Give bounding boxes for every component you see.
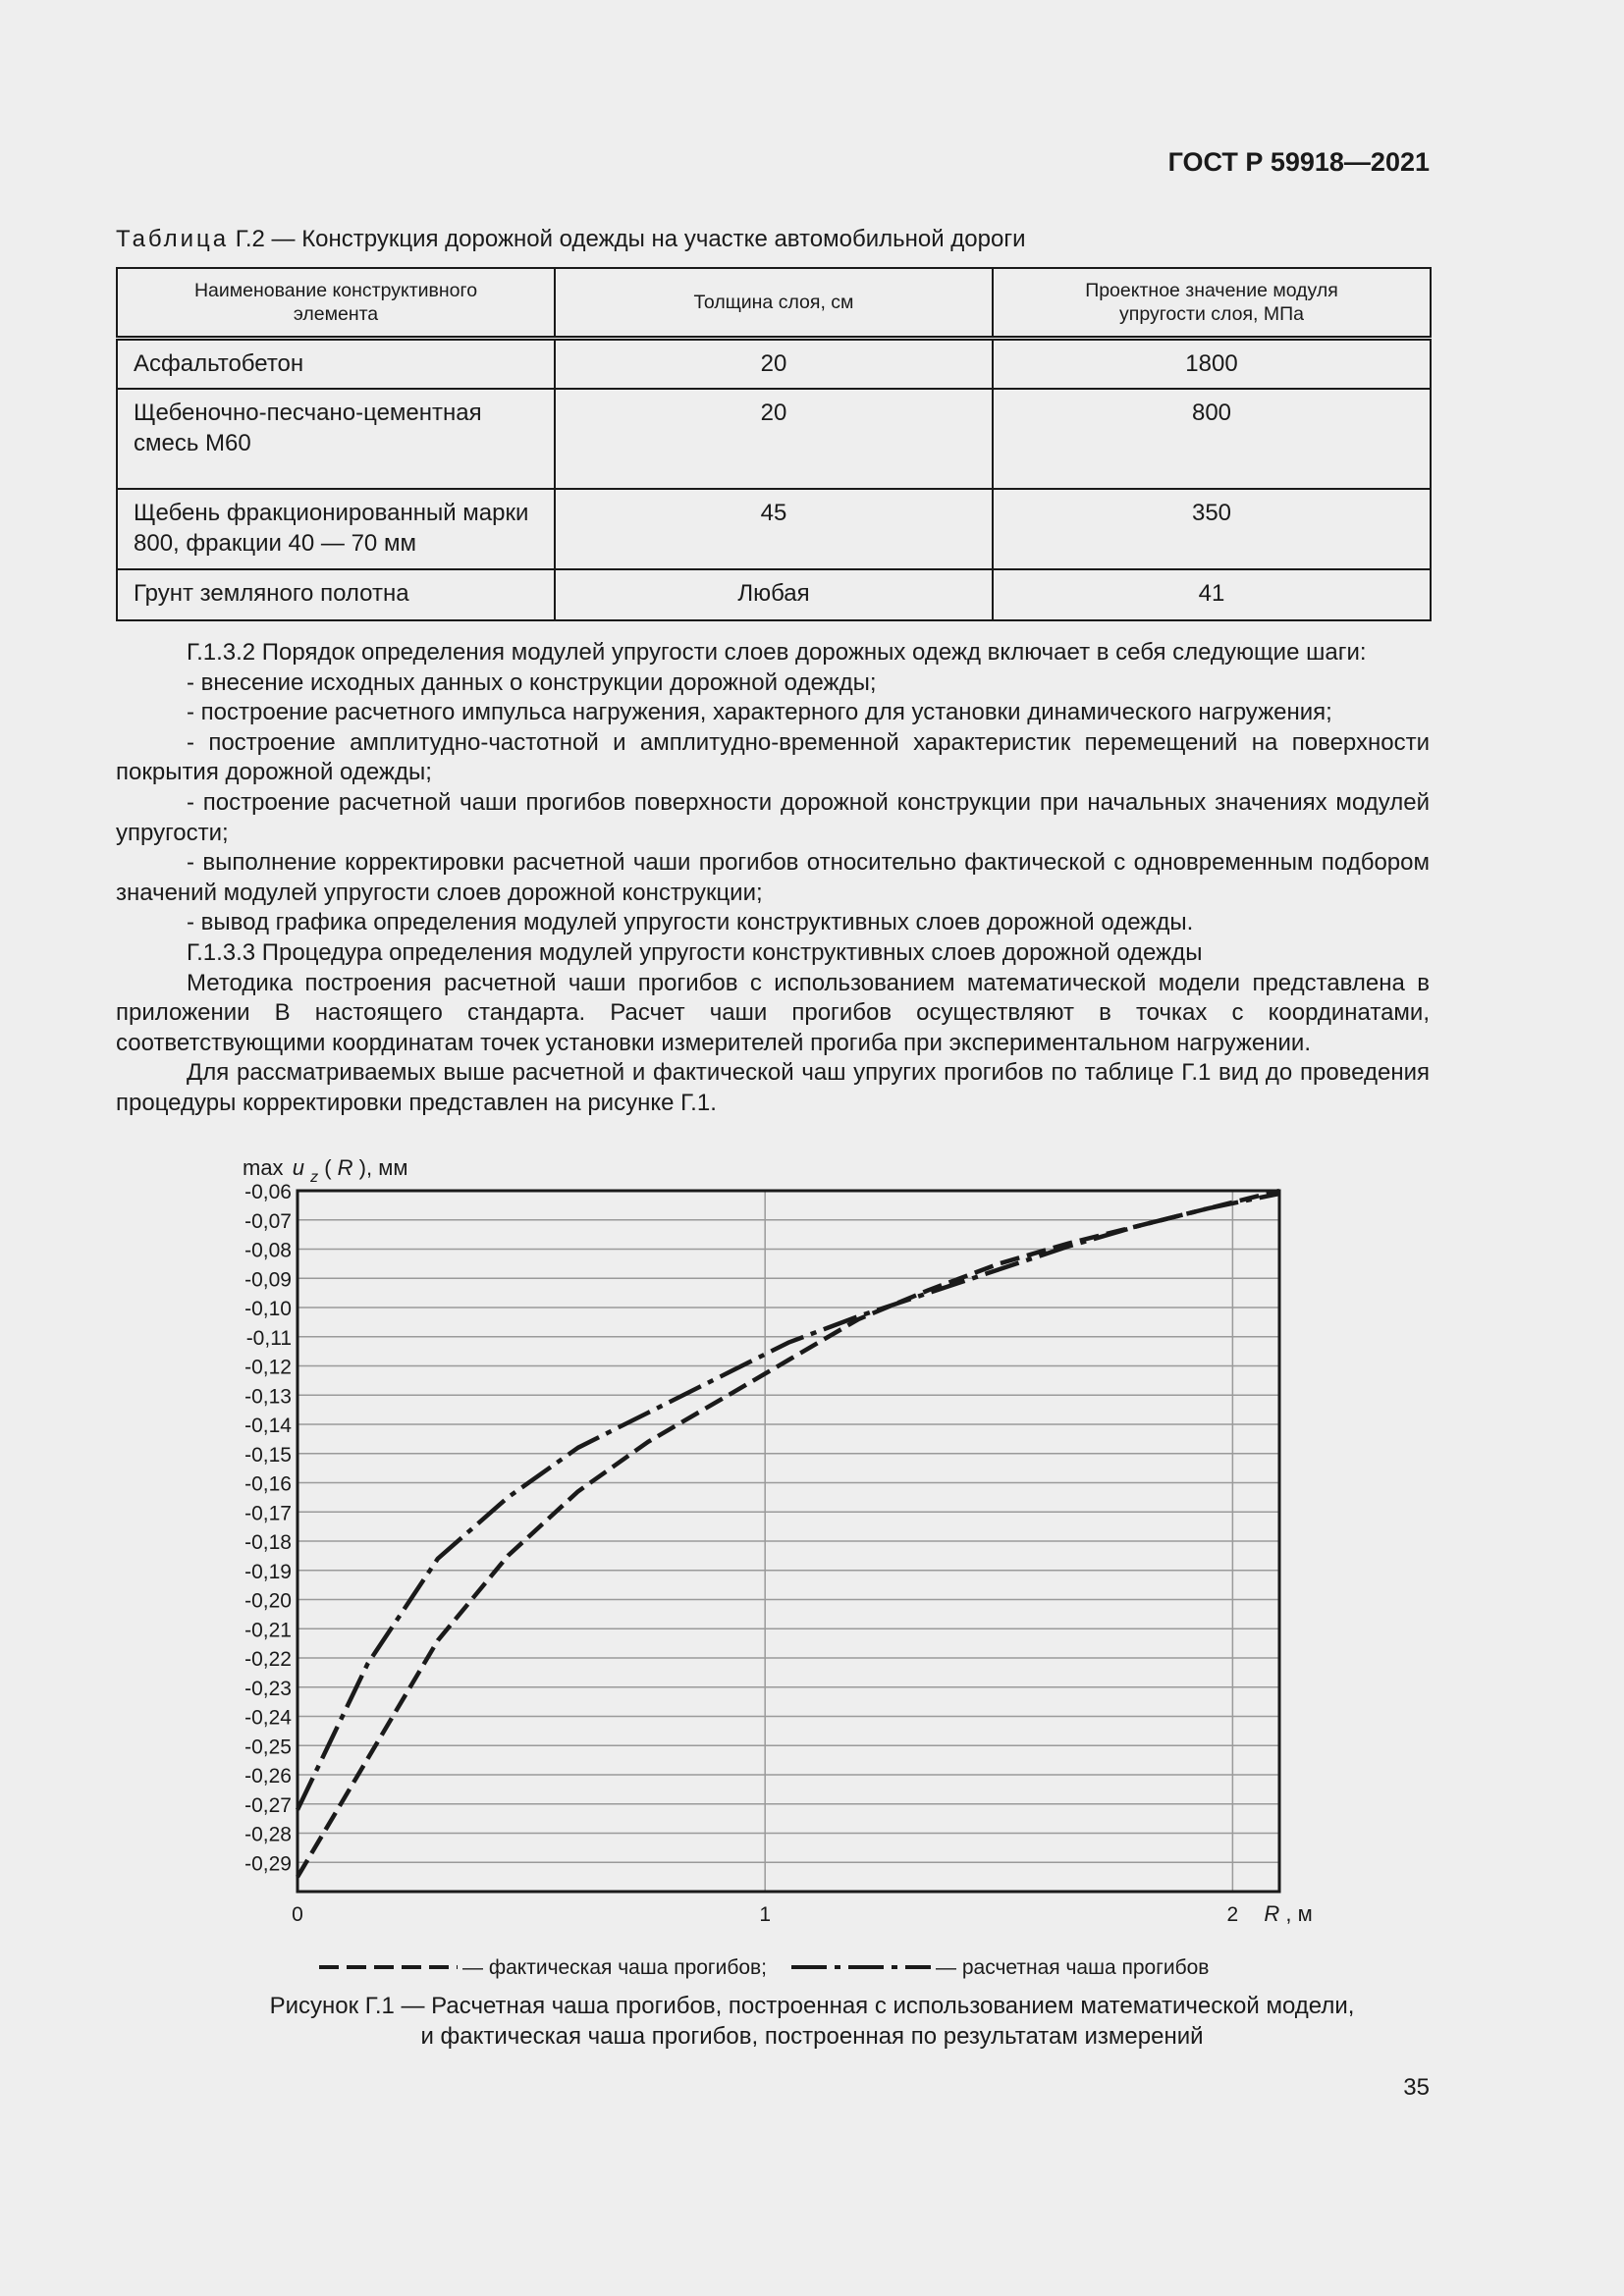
y-tick-label: -0,25 [244, 1735, 292, 1759]
deflection-bowl-chart [0, 1129, 1624, 1983]
figure-caption-line: и фактическая чаша прогибов, построенная по результатам измерений [420, 2023, 1204, 2050]
y-tick-label: -0,10 [244, 1298, 292, 1320]
table-row [117, 339, 1431, 390]
x-axis-title [1264, 1901, 1312, 1926]
y-tick-label: -0,29 [244, 1852, 292, 1876]
table-caption [116, 226, 1025, 253]
column-header-element-name-text: Наименование конструктивного элемента [193, 280, 478, 325]
table-caption-text: Г.2 — Конструкция дорожной одежды на участке автомобильной дороги [235, 226, 1026, 252]
figure-caption-line: Рисунок Г.1 — Расчетная чаша прогибов, построенная с использованием математической модели, [269, 1993, 1355, 2019]
y-tick-label: -0,16 [244, 1472, 292, 1496]
y-axis-title-max: max [243, 1155, 284, 1180]
y-tick-label: -0,22 [244, 1648, 292, 1671]
layer-thickness-cell: 20 [555, 339, 993, 390]
page-number: 35 [1403, 2074, 1430, 2101]
y-tick-label: -0,21 [244, 1619, 292, 1642]
list-item: - вывод графика определения модулей упругости конструктивных слоев дорожной одежды. [187, 909, 1194, 936]
axis-ticks [244, 1181, 1238, 1926]
list-item: - внесение исходных данных о конструкции дорожной одежды; [187, 668, 877, 696]
table-caption-prefix: Таблица [116, 226, 230, 252]
list-item: - построение амплитудно-частотной и амплитудно-временной характеристик перемещений на поверхности покрытия дорожной одежды; [116, 728, 1430, 786]
y-tick-label: -0,24 [244, 1706, 292, 1730]
figure [0, 1129, 1624, 2091]
y-axis-title-z: z [310, 1169, 319, 1186]
list-item: - построение расчетного импульса нагружения, характерного для установки динамического нагружения; [187, 699, 1332, 726]
legend-label-calculated: — расчетная чаша прогибов [936, 1956, 1210, 1979]
y-tick-label: -0,20 [244, 1589, 292, 1613]
y-tick-label: -0,06 [244, 1181, 292, 1203]
y-axis-title-open: ( [324, 1155, 332, 1180]
column-header-element-name [117, 268, 555, 339]
grid [298, 1191, 1279, 1892]
column-header-modulus-text: Проектное значение модуля упругости слоя, МПа [1085, 280, 1338, 325]
y-tick-label: -0,26 [244, 1765, 292, 1788]
y-axis-title-unit: ), мм [358, 1155, 408, 1180]
y-axis-title-u: u [292, 1155, 304, 1180]
y-tick-label: -0,27 [244, 1793, 292, 1817]
figure-caption [147, 1991, 1477, 2052]
table-row [117, 489, 1431, 569]
series-lines [298, 1191, 1279, 1877]
series-line-actual [298, 1191, 1279, 1877]
layer-modulus-cell: 350 [993, 489, 1431, 569]
paragraph: Для рассматриваемых выше расчетной и фактической чаш упругих прогибов по таблице Г.1 вид до проведения процедуры корректировки представлен на рисунке Г.1. [116, 1059, 1430, 1116]
x-tick-label: 2 [1226, 1903, 1239, 1926]
x-axis-title-unit: , м [1285, 1901, 1313, 1926]
list-item: - построение расчетной чаши прогибов поверхности дорожной конструкции при начальных значениях модулей упругости; [116, 788, 1430, 846]
layer-modulus-cell: 1800 [993, 339, 1431, 390]
layer-name-cell: Грунт земляного полотна [117, 569, 555, 620]
y-tick-label: -0,13 [244, 1385, 292, 1409]
list-item: - выполнение корректировки расчетной чаши прогибов относительно фактической с одновременным подбором значений модулей упругости слоев дорожной конструкции; [116, 849, 1430, 906]
y-tick-label: -0,09 [244, 1268, 292, 1292]
y-tick-label: -0,12 [244, 1356, 292, 1379]
series-line-calculated [298, 1194, 1279, 1810]
paragraph: Г.1.3.2 Порядок определения модулей упругости слоев дорожных одежд включает в себя следующие шаги: [187, 639, 1367, 666]
table-row [117, 569, 1431, 620]
paragraph: Методика построения расчетной чаши прогибов с использованием математической модели представлена в приложении В настоящего стандарта. Расчет чаши прогибов осуществляют в точках с координатами, соответствующими координатам точек установки измерителей прогиба при экспериментальном нагружении. [116, 969, 1430, 1056]
y-tick-label: -0,28 [244, 1823, 292, 1846]
y-tick-label: -0,14 [244, 1415, 292, 1437]
legend-label-actual: — фактическая чаша прогибов; [462, 1956, 768, 1979]
paragraph: Г.1.3.3 Процедура определения модулей упругости конструктивных слоев дорожной одежды [187, 938, 1203, 966]
y-tick-label: -0,18 [244, 1531, 292, 1554]
layer-modulus-cell: 800 [993, 389, 1431, 489]
standard-code: ГОСТ Р 59918—2021 [1167, 147, 1430, 177]
x-axis-title-r: R [1264, 1901, 1280, 1926]
x-tick-label: 0 [292, 1903, 303, 1926]
y-tick-label: -0,19 [244, 1560, 292, 1583]
table-row [117, 389, 1431, 489]
layer-name-cell: Щебеночно-песчано-цементная смесь М60 [117, 389, 555, 489]
y-tick-label: -0,23 [244, 1677, 292, 1700]
layer-name-cell: Асфальтобетон [117, 339, 555, 390]
column-header-thickness: Толщина слоя, см [555, 268, 993, 339]
layer-thickness-cell: 45 [555, 489, 993, 569]
y-tick-label: -0,08 [244, 1239, 292, 1262]
pavement-layers-table [116, 267, 1432, 621]
y-tick-label: -0,17 [244, 1502, 292, 1525]
y-axis-title-r: R [337, 1155, 353, 1180]
table-header-row [117, 268, 1431, 339]
layer-thickness-cell: 20 [555, 389, 993, 489]
y-tick-label: -0,11 [245, 1326, 292, 1350]
x-tick-label: 1 [759, 1903, 772, 1926]
layer-name-cell: Щебень фракционированный марки 800, фракции 40 — 70 мм [117, 489, 555, 569]
legend [319, 1956, 1209, 1979]
layer-thickness-cell: Любая [555, 569, 993, 620]
layer-modulus-cell: 41 [993, 569, 1431, 620]
body-text [116, 638, 1430, 1119]
column-header-modulus [993, 268, 1431, 339]
y-tick-label: -0,07 [244, 1209, 292, 1233]
y-tick-label: -0,15 [244, 1443, 292, 1467]
